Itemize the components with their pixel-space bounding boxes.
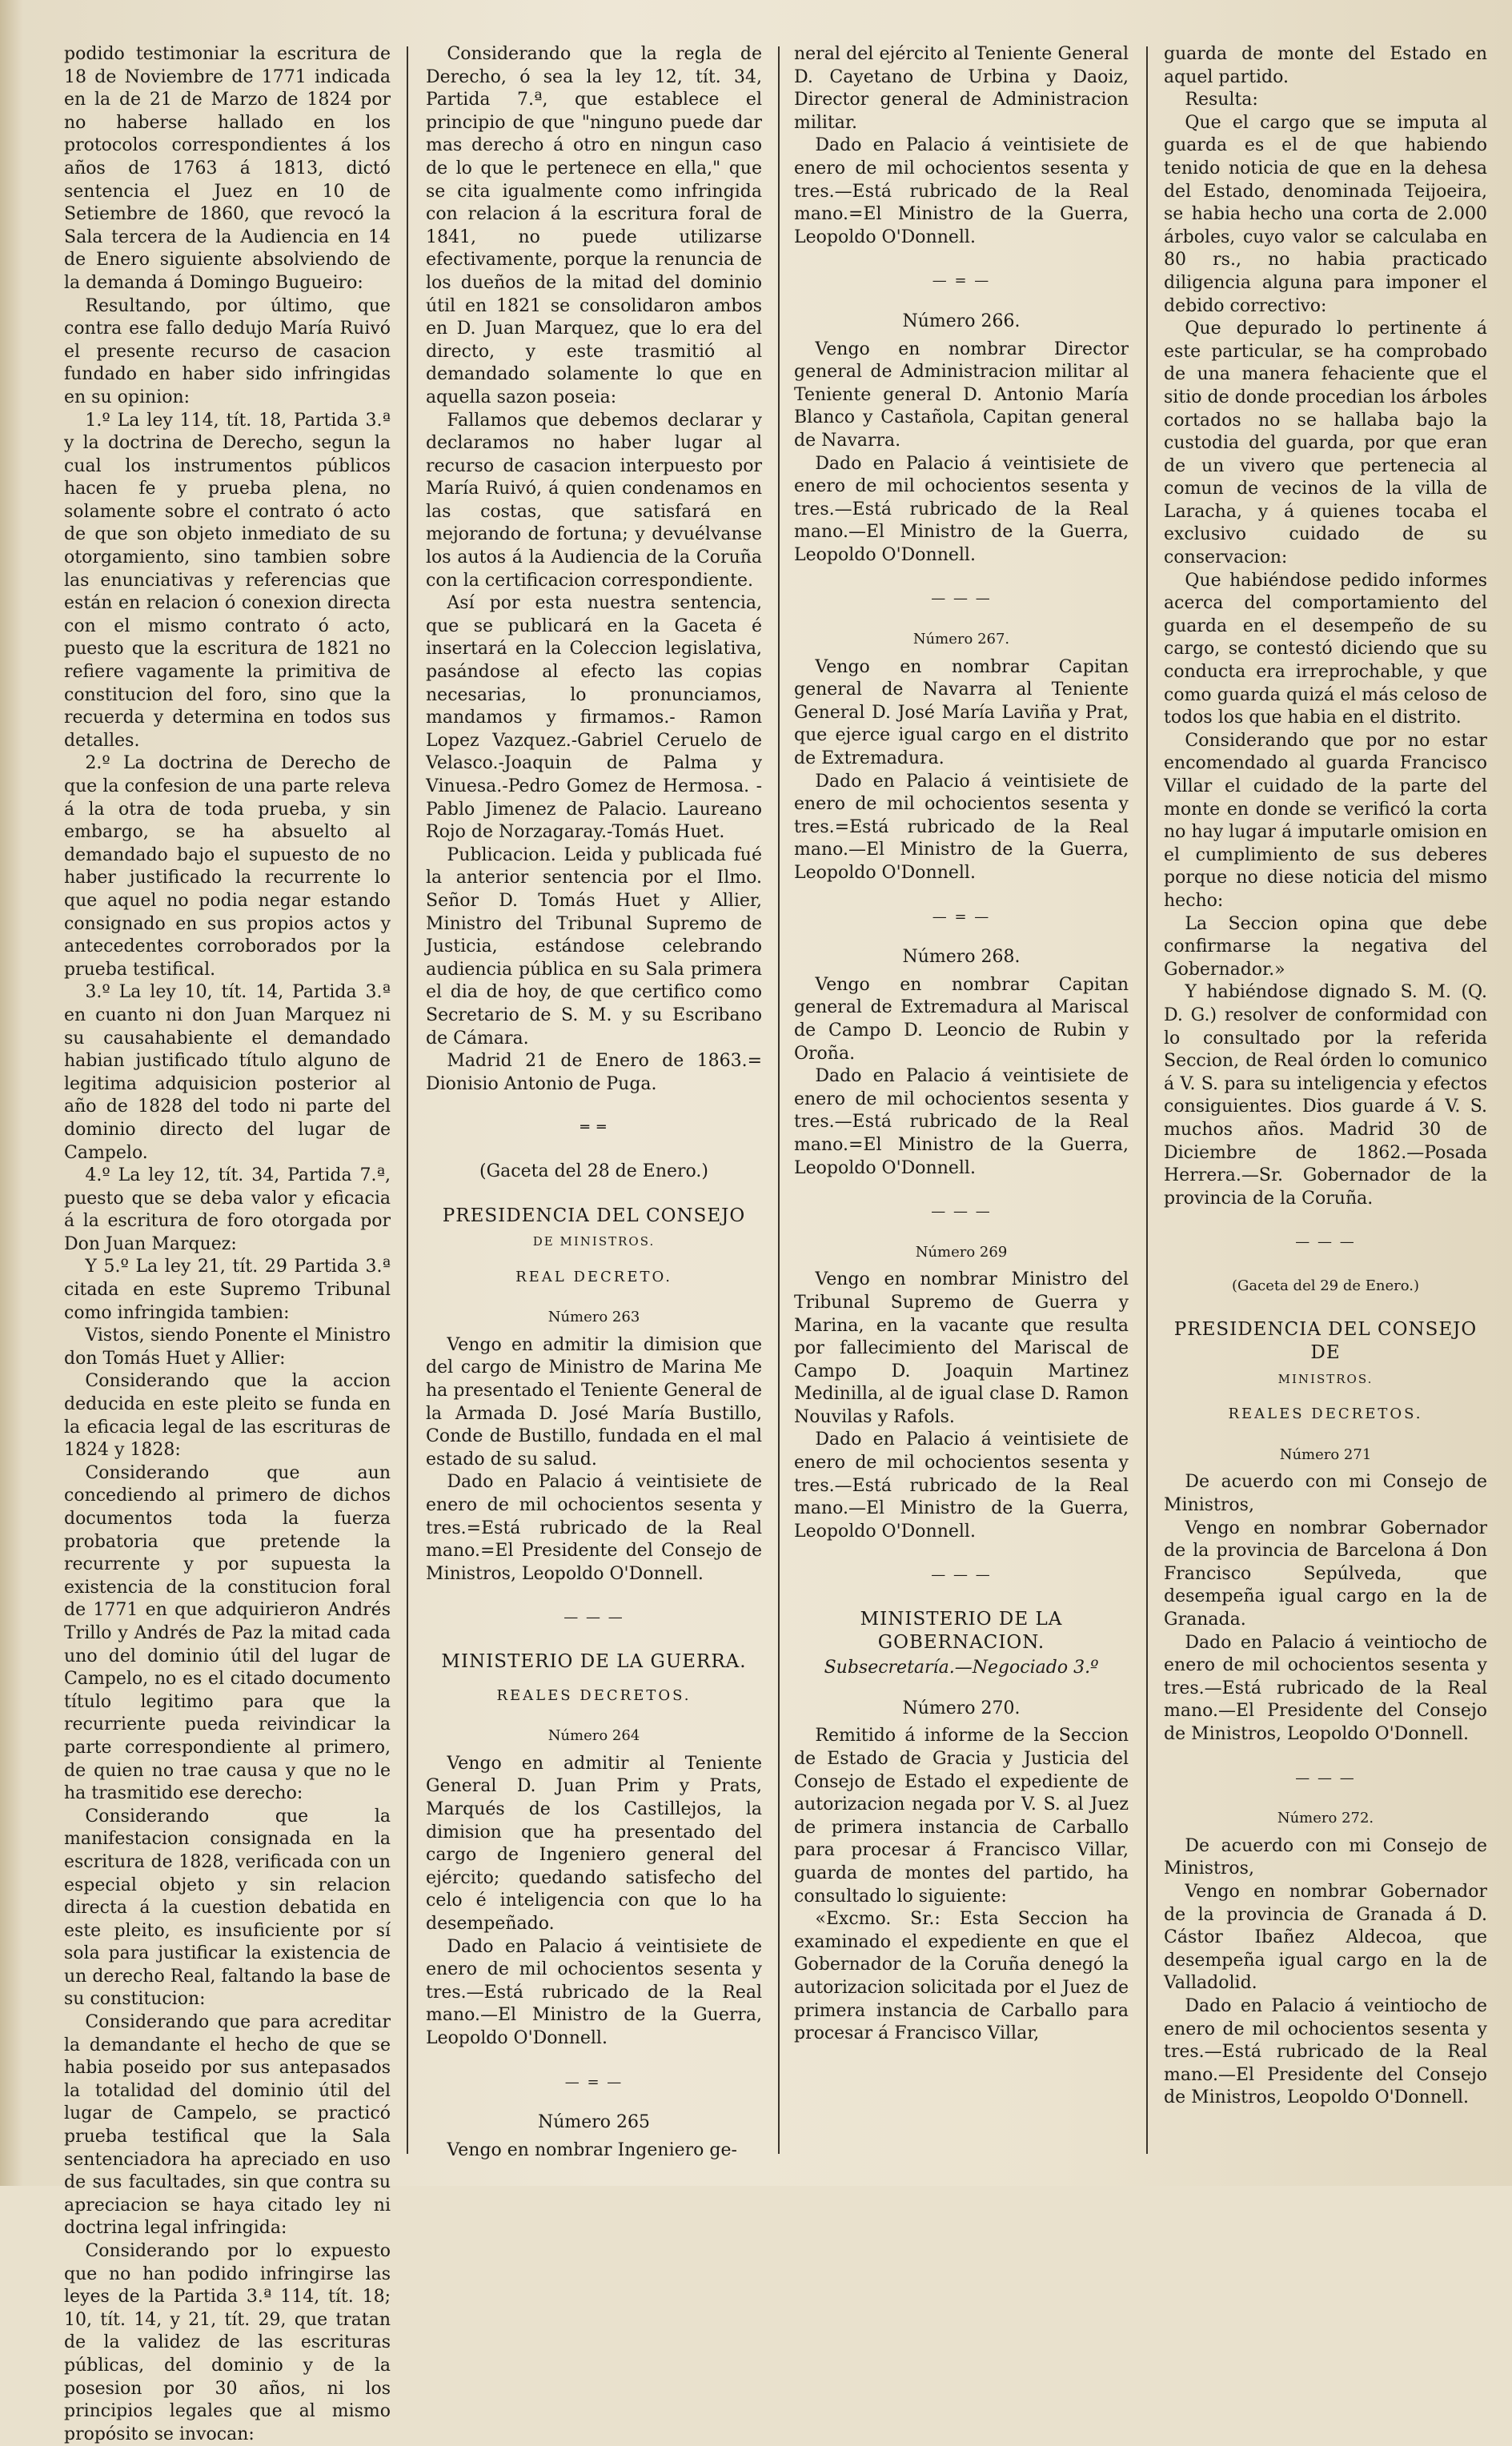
decree-number: Número 271 <box>1279 1446 1372 1463</box>
column-rule <box>778 46 780 2154</box>
decree-number: Número 265 <box>537 2112 651 2133</box>
column-rule <box>1146 46 1148 2154</box>
paragraph: Que habiéndose pedido informes acerca del comportamiento del guarda en el desempeño de su cargo, se contestó diciendo que su conducta era irreprochable, y que como guarda quizá el más celoso de todos los que habia en el distrito. <box>1164 570 1487 728</box>
paragraph: podido testimoniar la escritura de 18 de Noviembre de 1771 indicada en la de 21 de Marzo de 1824 por no haberse hallado en los protocolos correspondientes á los años de 1763 á 1813, dictó sentencia el Juez en 10 de Setiembre de 1860, que revocó la Sala tercera de la Audiencia en 14 de Enero siguiente absolviendo de la demanda á Domingo Bugueiro: <box>64 44 391 293</box>
page-spine-shadow <box>0 0 22 2186</box>
paragraph: Considerando que aun concediendo al primero de dichos documentos toda la fuerza probatoria que pretende la recurrente y por supuesta la existencia de la constitucion foral de 1771 en que adquirieron Andrés Trillo y Andrés de Paz la mitad cada uno del dominio útil del lugar de Campelo, no es el citado documento título legitimo para que la recurriente pueda reivindicar la parte correspondiente al primero, de quien no trae causa y que no le ha trasmitido ese derecho: <box>64 1462 391 1804</box>
column-rule <box>407 46 408 2154</box>
paragraph: 2.º La doctrina de Derecho de que la confesion de una parte releva á la otra de toda prueba, y sin embargo, se ha absuelto al demandado bajo el supuesto de no haber justificado la recurrente lo que aquel no podia negar estando consignado en sus propios actos y antecedentes corroborados por la prueba testifical. <box>64 753 391 980</box>
section-separator: — — — <box>1295 1233 1356 1251</box>
paragraph: Dado en Palacio á veintisiete de enero de mil ochocientos sesenta y tres.—Está rubricado de la Real mano.=El Ministro de la Guerra, Leopoldo O'Donnell. <box>794 1066 1129 1178</box>
section-separator: — — — <box>1295 1769 1356 1786</box>
section-subheading: MINISTROS. <box>1277 1371 1374 1386</box>
column-3 <box>794 43 1129 2157</box>
decree-number: Número 264 <box>547 1727 640 1745</box>
paragraph: Vengo en nombrar Gobernador de la provincia de Barcelona á Don Francisco Sepúlveda, que desempeña igual cargo en la de Granada. <box>1164 1518 1487 1630</box>
paragraph: Vengo en nombrar Capitan general de Extremadura al Mariscal de Campo D. Leoncio de Rubin y Oroña. <box>794 974 1129 1064</box>
section-separator: — — — <box>931 590 992 607</box>
paragraph: Considerando que por no estar encomendado al guarda Francisco Villar el cuidado de la parte del monte en donde se verificó la corta no hay lugar á imputarle omision en el cumplimiento de sus deberes porque no diese noticia del mismo hecho: <box>1164 730 1487 911</box>
paragraph: Fallamos que debemos declarar y declaramos no haber lugar al recurso de casacion interpuesto por María Ruivó, á quien condenamos en las costas, que satisfará en mejorando de fortuna; y devuélvanse los autos á la Audiencia de la Coruña con la certificacion correspondiente. <box>426 410 762 591</box>
section-separator: ═ ═ <box>580 1119 608 1137</box>
decree-number: Número 272. <box>1277 1810 1374 1827</box>
paragraph: Y 5.º La ley 21, tít. 29 Partida 3.ª citada en este Supremo Tribunal como infringida tambien: <box>64 1257 391 1323</box>
paragraph: Que depurado lo pertinente á este particular, se ha comprobado de una manera fehaciente que el sitio de donde procedian los árboles cortados no se hallaba bajo la custodia del guarda, por que eran de un vivero que pertenecia al comun de vecinos de la villa de Laracha, y á quienes tocaba el exclusivo cuidado de su conservacion: <box>1164 319 1487 568</box>
paragraph: Considerando por lo expuesto que no han podido infringirse las leyes de la Partida 3.ª 114, tít. 18; 10, tít. 14, y 21, tít. 29, que tratan de la validez de las escrituras públicas, del dominio y de la posesion por 30 años, ni los principios legales que al mismo propósito se invocan: <box>64 2241 391 2444</box>
paragraph: guarda de monte del Estado en aquel partido. <box>1164 44 1487 87</box>
paragraph: Vengo en nombrar Gobernador de la provincia de Granada á D. Cástor Ibañez Aldecoa, que desempeña igual cargo en la de Valladolid. <box>1164 1881 1487 1994</box>
gazette-date: (Gaceta del 28 de Enero.) <box>479 1161 708 1181</box>
section-subheading: DE MINISTROS. <box>532 1234 656 1249</box>
paragraph: Dado en Palacio á veintisiete de enero de mil ochocientos sesenta y tres.=Está rubricado de la Real mano.=El Presidente del Consejo de Ministros, Leopoldo O'Donnell. <box>426 1472 762 1584</box>
decree-number: Número 266. <box>902 311 1021 331</box>
section-heading-presidencia: PRESIDENCIA DEL CONSEJO <box>442 1205 746 1226</box>
paragraph: Dado en Palacio á veintiocho de enero de mil ochocientos sesenta y tres.—Está rubricado de la Real mano.—El Presidente del Consejo de Ministros, Leopoldo O'Donnell. <box>1164 1632 1487 1744</box>
paragraph: Vengo en admitir la dimision que del cargo de Ministro de Marina Me ha presentado el Teniente General de la Armada D. José María Bustillo, Conde de Bustillo, fundada en el mal estado de su salud. <box>426 1334 762 1470</box>
paragraph: Que el cargo que se imputa al guarda es el de que habiendo tenido noticia de que en la dehesa del Estado, denominada Teijoeira, se habia hecho una corta de 2.000 árboles, cuyo valor se calculaba en 80 rs., no habia practicado diligencia alguna para imponer el debido correctivo: <box>1164 112 1487 316</box>
paragraph: Vengo en admitir al Teniente General D. Juan Prim y Prats, Marqués de los Castillejos, la dimision que ha presentado del cargo de Ingeniero general del ejército; quedando satisfecho del celo é inteligencia con que lo ha desempeñado. <box>426 1753 762 1934</box>
section-separator: — — — <box>931 1203 992 1221</box>
paragraph: Considerando que para acreditar la demandante el hecho de que se habia poseido por sus antepasados la totalidad del dominio útil del lugar de Campelo, se practicó prueba testifical que la Sala sentenciadora ha apreciado en uso de sus facultades, sin que contra su apreciacion se haya citado ley ni doctrina legal infringida: <box>64 2012 391 2239</box>
section-heading-presidencia: PRESIDENCIA DEL CONSEJO DE <box>1173 1319 1478 1364</box>
section-heading-gobernacion: MINISTERIO DE LA GOBERNACION. <box>860 1609 1063 1653</box>
paragraph: La Seccion opina que debe confirmarse la negativa del Gobernador.» <box>1164 913 1487 980</box>
column-1 <box>64 43 391 2444</box>
paragraph: Remitido á informe de la Seccion de Estado de Gracia y Justicia del Consejo de Estado el expediente de autorizacion negada por V. S. al Juez de primera instancia de Carballo para procesar á Francisco Villar, guarda de montes del partido, ha consultado lo siguiente: <box>794 1726 1129 1907</box>
decree-number: Número 269 <box>915 1243 1008 1261</box>
paragraph: Dado en Palacio á veintisiete de enero de mil ochocientos sesenta y tres.—Está rubricado de la Real mano.=El Ministro de la Guerra, Leopoldo O'Donnell. <box>794 135 1129 247</box>
paragraph: Dado en Palacio á veintisiete de enero de mil ochocientos sesenta y tres.—Está rubricado de la Real mano.—El Ministro de la Guerra, Leopoldo O'Donnell. <box>426 1936 762 2048</box>
paragraph: Así por esta nuestra sentencia, que se publicará en la Gaceta é insertará en la Coleccion legislativa, pasándose al efecto las copias necesarias, lo pronunciamos, mandamos y firmamos.- Ramon Lopez Vazquez.-Gabriel Ceruelo de Velasco.-Joaquin de Palma y Vinuesa.-Pedro Gomez de Hermosa. -Pablo Jimenez de Palacio. Laureano Rojo de Norzagaray.-Tomás Huet. <box>426 593 762 843</box>
paragraph: Y habiéndose dignado S. M. (Q. D. G.) resolver de conformidad con lo consultado por la referida Seccion, de Real órden lo comunico á V. S. para su inteligencia y efectos consiguientes. Dios guarde á V. S. muchos años. Madrid 30 de Diciembre de 1862.—Posada Herrera.—Sr. Gobernador de la provincia de la Coruña. <box>1164 982 1487 1209</box>
section-heading-guerra: MINISTERIO DE LA GUERRA. <box>441 1651 747 1672</box>
decree-heading: REALES DECRETOS. <box>496 1686 692 1704</box>
decree-heading: REALES DECRETOS. <box>1228 1405 1423 1423</box>
paragraph: Dado en Palacio á veintisiete de enero de mil ochocientos sesenta y tres.—Está rubricado de la Real mano.—El Ministro de la Guerra, Leopoldo O'Donnell. <box>794 1430 1129 1542</box>
decree-number: Número 267. <box>912 631 1010 648</box>
paragraph: Vengo en nombrar Director general de Administracion militar al Teniente general D. Antonio María Blanco y Castañola, Capitan general de Navarra. <box>794 339 1129 451</box>
paragraph: «Excmo. Sr.: Esta Seccion ha examinado el expediente en que el Gobernador de la Coruña denegó la autorizacion solicitada por el Juez de primera instancia de Carballo para procesar á Francisco Villar, <box>794 1909 1129 2044</box>
section-separator: — — — <box>563 1609 624 1626</box>
paragraph: 3.º La ley 10, tít. 14, Partida 3.ª en cuanto ni don Juan Marquez ni su causahabiente el demandado habian justificado título alguno de legitima adquisicion posterior al año de 1828 del todo ni parte del dominio directo del lugar de Campelo. <box>64 982 391 1163</box>
section-separator: — = — <box>932 272 991 290</box>
paragraph: neral del ejército al Teniente General D. Cayetano de Urbina y Daoiz, Director general de Administracion militar. <box>794 44 1129 133</box>
paragraph: Dado en Palacio á veintisiete de enero de mil ochocientos sesenta y tres.—Está rubricado de la Real mano.—El Ministro de la Guerra, Leopoldo O'Donnell. <box>794 453 1129 565</box>
paragraph: Considerando que la accion deducida en este pleito se funda en la eficacia legal de las escrituras de 1824 y 1828: <box>64 1371 391 1461</box>
paragraph: Vengo en nombrar Ingeniero ge- <box>447 2139 737 2160</box>
paragraph: Resultando, por último, que contra ese fallo dedujo María Ruivó el presente recurso de casacion fundado en haber sido infringidas en su opinion: <box>64 295 391 407</box>
signature-line: Madrid 21 de Enero de 1863.= Dionisio Antonio de Puga. <box>426 1051 762 1094</box>
paragraph: De acuerdo con mi Consejo de Ministros, <box>1164 1835 1487 1879</box>
paragraph: 4.º La ley 12, tít. 34, Partida 7.ª, puesto que se deba valor y eficacia á la escritura de foro otorgada por Don Juan Marquez: <box>64 1165 391 1254</box>
paragraph: Resulta: <box>1185 90 1258 110</box>
decree-number: Número 263 <box>547 1309 640 1326</box>
decree-number: Número 268. <box>902 947 1021 968</box>
section-subheading: Subsecretaría.—Negociado 3.º <box>824 1658 1099 1678</box>
section-separator: — = — <box>932 908 991 925</box>
paragraph: Considerando que la manifestacion consignada en la escritura de 1828, verificada con un especial objeto y sin relacion directa á la cuestion debatida en este pleito, es insuficiente por sí sola para justificar la existencia de un derecho Real, faltando la base de su constitucion: <box>64 1806 391 2010</box>
paragraph: Publicacion. Leida y publicada fué la anterior sentencia por el Ilmo. Señor D. Tomás Huet y Allier, Ministro del Tribunal Supremo de Justicia, estándose celebrando audiencia pública en su Sala primera el dia de hoy, de que certifico como Secretario de S. M. y su Escribano de Cámara. <box>426 844 762 1049</box>
decree-heading: REAL DECRETO. <box>515 1268 672 1285</box>
paragraph: Vengo en nombrar Capitan general de Navarra al Teniente General D. José María Laviña y Prat, que ejerce igual cargo en el distrito de Extremadura. <box>794 656 1129 769</box>
column-4 <box>1164 43 1487 2157</box>
paragraph: Dado en Palacio á veintisiete de enero de mil ochocientos sesenta y tres.=Está rubricado de la Real mano.—El Ministro de la Guerra, Leopoldo O'Donnell. <box>794 771 1129 883</box>
section-separator: — — — <box>931 1566 992 1584</box>
paragraph: Vistos, siendo Ponente el Ministro don Tomás Huet y Allier: <box>64 1325 391 1369</box>
column-2 <box>426 43 762 2160</box>
paragraph: 1.º La ley 114, tít. 18, Partida 3.ª y la doctrina de Derecho, segun la cual los instrumentos públicos hacen fe y prueba plena, no solamente sobre el contrato ó acto de que son objeto inmediato de su otorgamiento, sino tambien sobre las enunciativas y referencias que están en relacion ó conexion directa con el mismo contrato ó acto, puesto que la escritura de 1821 no refiere vagamente la primitiva de constitucion del foro, sino que la recuerda y determina en todos sus detalles. <box>64 410 391 751</box>
paragraph: Considerando que la regla de Derecho, ó sea la ley 12, tít. 34, Partida 7.ª, que establece el principio de que "ninguno puede dar mas derecho á otro en ningun caso de lo que le pertenece en ella," que se cita igualmente como infringida con relacion á la escritura foral de 1841, no puede utilizarse efectivamente, porque la renuncia de los dueños de la mitad del dominio útil en 1821 se consolidaron ambos en D. Juan Marquez, que lo era del directo, y este trasmitió al demandado solamente lo que en aquella sazon poseia: <box>426 44 762 407</box>
paragraph: Dado en Palacio á veintiocho de enero de mil ochocientos sesenta y tres.—Está rubricado de la Real mano.—El Presidente del Consejo de Ministros, Leopoldo O'Donnell. <box>1164 1995 1487 2108</box>
gazette-date: (Gaceta del 29 de Enero.) <box>1232 1277 1419 1294</box>
decree-number: Número 270. <box>902 1698 1021 1718</box>
paragraph: De acuerdo con mi Consejo de Ministros, <box>1164 1472 1487 1516</box>
paragraph: Vengo en nombrar Ministro del Tribunal Supremo de Guerra y Marina, en la vacante que resulta por fallecimiento del Mariscal de Campo D. Joaquin Martinez Medinilla, al de igual clase D. Ramon Nouvilas y Rafols. <box>794 1269 1129 1427</box>
section-separator: — = — <box>564 2073 624 2091</box>
